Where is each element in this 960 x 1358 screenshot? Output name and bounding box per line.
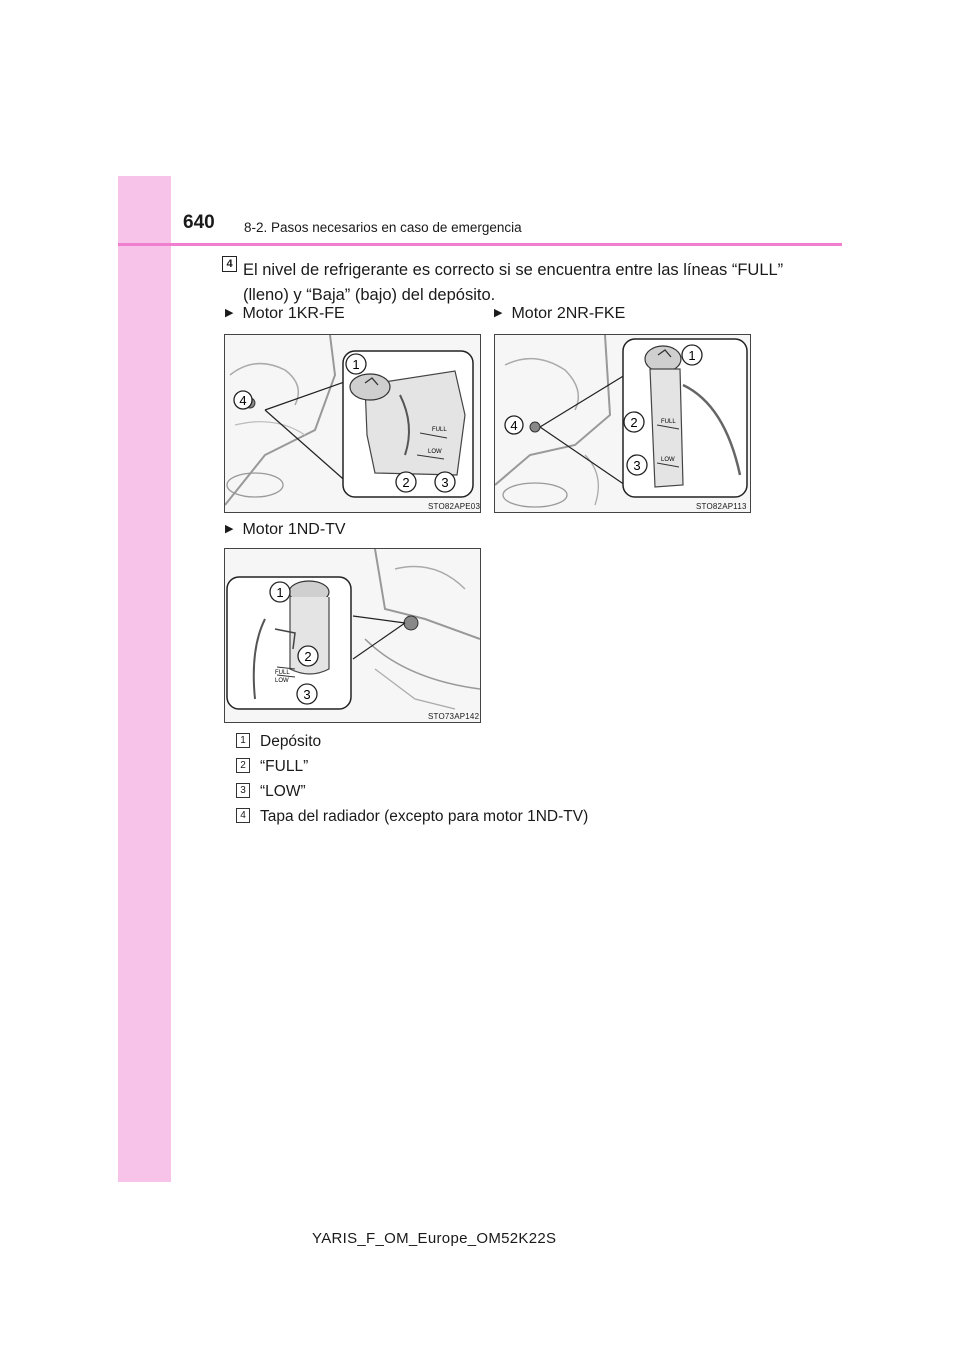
page-sidebar-tab	[118, 176, 171, 1182]
callout-3: 3	[441, 475, 449, 490]
callout-2: 2	[402, 475, 410, 490]
callout-2: 2	[304, 649, 312, 664]
legend-item-text: Depósito	[260, 733, 322, 750]
section-title: 8-2. Pasos necesarios en caso de emergencia	[244, 220, 522, 235]
full-mark: FULL	[432, 427, 447, 433]
legend-item-text: “FULL”	[260, 758, 309, 775]
low-mark: LOW	[661, 457, 675, 463]
legend-number-box: 4	[236, 808, 250, 823]
engine-label-text: Motor 1KR-FE	[242, 305, 345, 322]
engine-label-text: Motor 2NR-FKE	[511, 305, 626, 322]
figure-1kr-fe	[224, 334, 481, 513]
triangle-right-icon: ▶	[494, 307, 503, 319]
legend-number-box: 2	[236, 758, 250, 773]
figure-2nr-fke	[494, 334, 751, 513]
legend-number-box: 3	[236, 783, 250, 798]
low-mark: LOW	[428, 449, 442, 455]
triangle-right-icon: ▶	[225, 307, 234, 319]
callout-2: 2	[630, 415, 638, 430]
triangle-right-icon: ▶	[225, 523, 234, 535]
figure-code: STO82APE03	[428, 502, 481, 511]
engine-label-1nd	[225, 521, 346, 539]
low-mark: LOW	[275, 678, 289, 684]
callout-1: 1	[688, 348, 696, 363]
header-rule	[118, 243, 842, 246]
legend-number-box: 1	[236, 733, 250, 748]
document-footer: YARIS_F_OM_Europe_OM52K22S	[312, 1230, 557, 1247]
figure-code: STO73AP142	[428, 712, 480, 721]
callout-3: 3	[303, 687, 311, 702]
engine-label-1kr	[225, 305, 345, 323]
callout-4: 4	[510, 418, 518, 433]
engine-label-2nr	[494, 305, 625, 323]
legend-item-text: “LOW”	[260, 783, 306, 800]
legend-item-text: Tapa del radiador (excepto para motor 1ND-TV)	[260, 808, 589, 825]
callout-1: 1	[352, 357, 360, 372]
step-text: El nivel de refrigerante es correcto si se encuentra entre las líneas “FULL” (lleno) y “Baja” (bajo) del depósito.	[243, 261, 784, 304]
page-number: 640	[183, 212, 215, 233]
figure-1nd-tv	[224, 548, 481, 723]
callout-4: 4	[239, 393, 247, 408]
callout-3: 3	[633, 458, 641, 473]
full-mark: FULL	[275, 670, 290, 676]
callout-1: 1	[276, 585, 284, 600]
figure-code: STO82AP113	[696, 502, 747, 511]
step-number-box: 4	[222, 256, 237, 272]
full-mark: FULL	[661, 419, 676, 425]
engine-label-text: Motor 1ND-TV	[242, 521, 346, 538]
